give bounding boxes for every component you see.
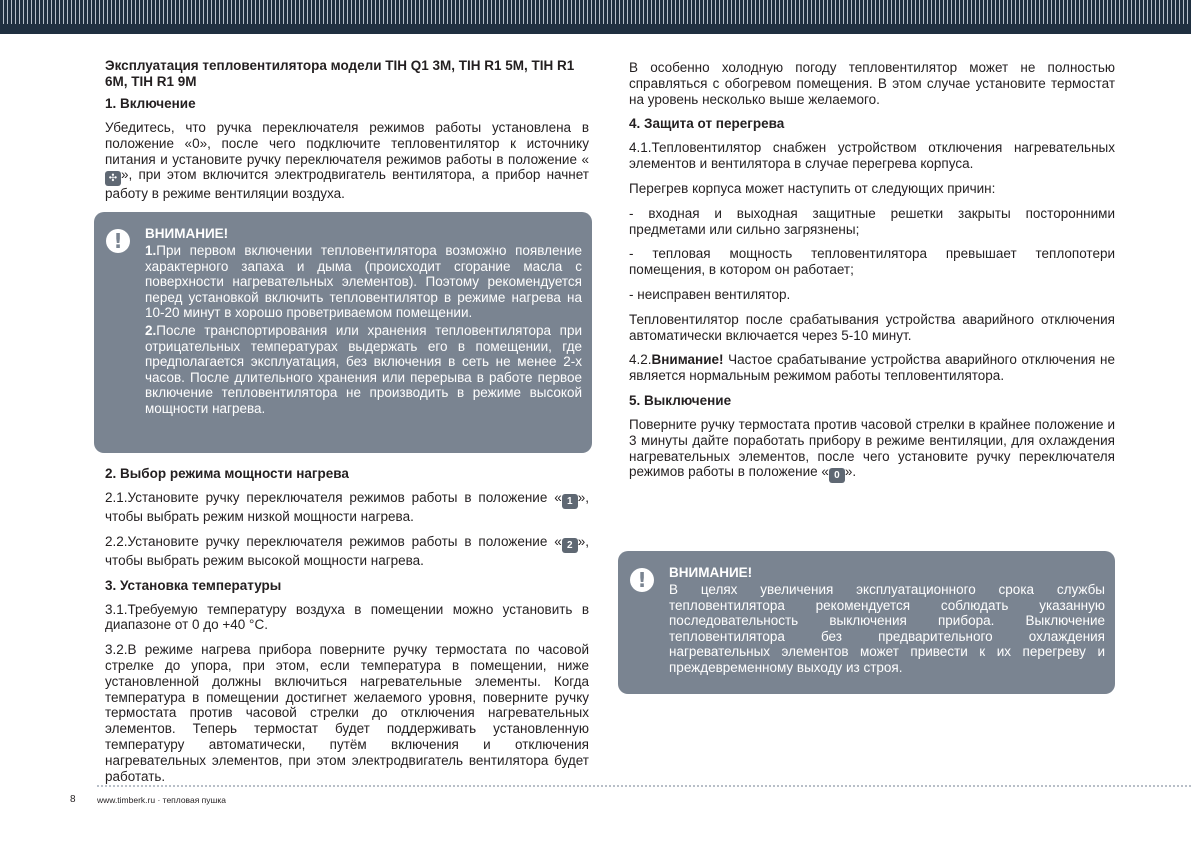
section-4-heading: 4. Защита от перегрева [629,116,785,132]
page-number: 8 [70,794,76,805]
footer-site: www.timberk.ru · тепловая пушка [97,795,226,805]
warning-1-item-1: 1.При первом включении тепловентилятора возможно появление характерного запаха и дыма (происходит сгорание масла с поверхности нагревательных элементов). Поэтому рекомендуется перед установкой включить тепловентилятор в режиме нагрева на 10-20 минут в хорошо проветриваемом помещении. [145,243,582,321]
overheat-cause-2: - тепловая мощность тепловентилятора превышает теплопотери помещения, в котором он работает; [629,246,1115,278]
section-1-text: Убедитесь, что ручка переключателя режимов работы установлена в положение «0», после чего подключите тепловентилятор к источнику питания и установите ручку переключателя режимов работы в положение «✣ », при этом включится электродвигатель вентилятора, а прибор начнет работу в режиме вентиляции воздуха. [105,120,589,202]
section-4-2: 4.2.Внимание! Частое срабатывание устройства аварийного отключения не является нормальным режимом работы тепловентилятора. [629,352,1115,384]
overheat-cause-1: - входная и выходная защитные решетки закрыты посторонними предметами или сильно загрязнены; [629,205,1115,237]
section-3-1: 3.1.Требуемую температуру воздуха в помещении можно установить в диапазоне от 0 до +40 °C. [105,601,589,633]
section-3-2: 3.2.В режиме нагрева прибора поверните ручку термостата по часовой стрелке до упора, при этом, если температура в помещении, ниже установленной должны включиться нагревательные элементы. Когда температура в помещении достигнет желаемого уровня, поверните ручку термостата против часовой стрелки до отключения нагревательных элементов. Теперь термостат будет поддерживать установленную температуру автоматически, путём включения и отключения нагревательных элементов, при этом электродвигатель вентилятора будет работать. [105,642,589,784]
warning-1-heading: ВНИМАНИЕ! [145,226,229,241]
section-4-1: 4.1.Тепловентилятор снабжен устройством отключения нагревательных элементов и вентилятора в случае перегрева корпуса. [629,140,1115,172]
warning-1-item-2: 2.После транспортирования или хранения тепловентилятора при отрицательных температурах выдержать его в помещении, где предполагается эксплуатация, без включения в сеть не менее 2-х часов. После длительного хранения или перерыва в работе первое включение тепловентилятора не производить в режиме высокой мощности нагрева. [145,322,582,416]
section-2-2: 2.2.Установите ручку переключателя режимов работы в положение « 2 », чтобы выбрать режим высокой мощности нагрева. [105,533,589,568]
warning-2-text: В целях увеличения эксплуатационного срока службы тепловентилятора рекомендуется соблюдать указанную последовательность выключения прибора. Выключение тепловентилятора без предварительного охлаждения нагревательных элементов может привести к их перегреву и преждевременному выходу из строя. [669,582,1105,675]
left-column [105,58,589,211]
section-5-heading: 5. Выключение [629,392,732,408]
mode-0-icon: 0 [829,468,845,483]
page-title: Эксплуатация тепловентилятора модели TIH Q1 3M, TIH R1 5M, TIH R1 6M, TIH R1 9M [105,58,575,89]
left-column-lower [105,466,589,793]
section-5-text: Поверните ручку термостата против часовой стрелки в крайнее положение и 3 минуты дайте поработать прибору в режиме вентиляции, для охлаждения нагревательных элементов, после чего установите ручку переключателя режимов работы в положение « 0 ». [629,416,1115,482]
mode-2-icon: 2 [562,538,578,553]
footer-divider [97,785,1191,787]
section-1-heading: 1. Включение [105,96,196,111]
warning-2-heading: ВНИМАНИЕ! [669,565,753,580]
header-bar [0,24,1191,34]
section-2-heading: 2. Выбор режима мощности нагрева [105,466,349,481]
cold-weather-text: В особенно холодную погоду тепловентилятор может не полностью справляться с обогревом помещения. В этом случае установите термостат на уровень несколько выше желаемого. [629,60,1115,107]
right-column [629,60,1115,492]
section-2-1: 2.1.Установите ручку переключателя режимов работы в положение « 1 », чтобы выбрать режим низкой мощности нагрева. [105,490,589,524]
section-3-heading: 3. Установка температуры [105,577,282,593]
overheat-causes-intro: Перегрев корпуса может наступить от следующих причин: [629,180,996,196]
fan-icon: ✣ [105,171,121,186]
overheat-cause-3: - неисправен вентилятор. [629,286,791,302]
auto-restart-text: Тепловентилятор после срабатывания устройства аварийного отключения автоматически включается через 5-10 минут. [629,311,1115,343]
warning-box-2 [618,551,1115,694]
exclamation-icon: ! [630,568,654,592]
exclamation-icon: ! [106,229,130,253]
warning-box-1 [94,212,592,453]
mode-1-icon: 1 [562,494,578,509]
